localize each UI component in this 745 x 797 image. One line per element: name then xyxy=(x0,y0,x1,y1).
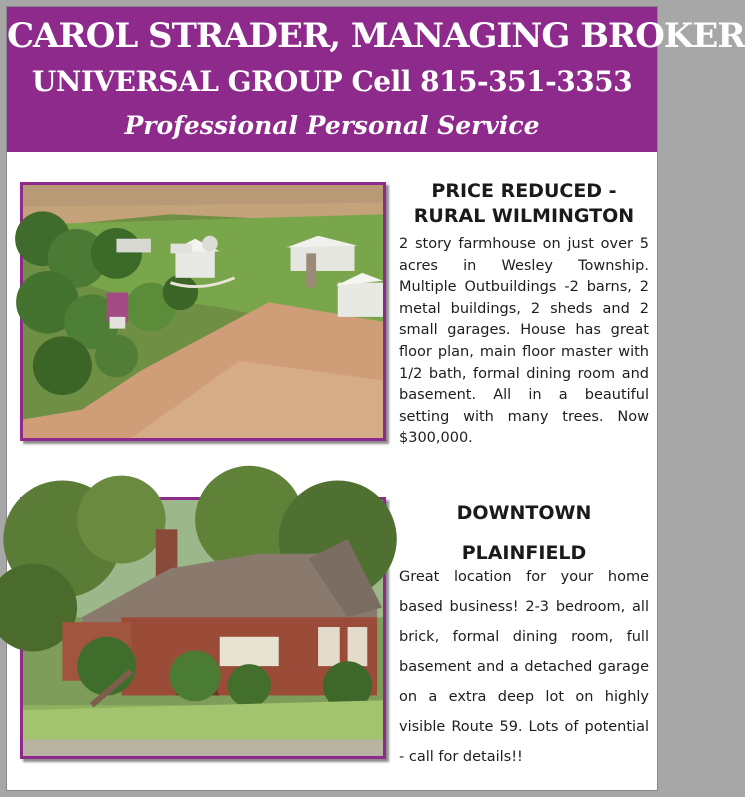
broker-name: CAROL STRADER, MANAGING BROKER xyxy=(7,16,745,56)
listing-2-heading-line1: DOWNTOWN xyxy=(456,502,592,524)
broker-tagline: Professional Personal Service xyxy=(124,111,540,140)
listing-2-heading xyxy=(399,493,649,573)
listing-2-description: Great location for your home based business! 2-3 bedroom, all brick, formal dining room, full basement and a detached garage on a extra deep lot on highly visible Route 59. Lots of potential - call for details!! xyxy=(399,569,649,765)
broker-contact: UNIVERSAL GROUP Cell 815-351-3353 xyxy=(31,65,633,98)
aerial-farm-photo xyxy=(20,182,386,441)
listing-2-heading-line2: PLAINFIELD xyxy=(461,542,587,564)
brick-house-photo xyxy=(20,497,386,759)
broker-banner xyxy=(7,7,745,152)
real-estate-ad xyxy=(6,6,745,791)
listing-1-heading xyxy=(399,179,649,229)
listing-1-description: 2 story farmhouse on just over 5 acres in Wesley Township. Multiple Outbuildings -2 barns, 2 metal buildings, 2 sheds and 2 small garages. House has great floor plan, main floor master with 1/2 bath, formal dining room and basement. All in a beautiful setting with many trees. Now $300,000. xyxy=(399,236,649,447)
listing-1-heading-line1: PRICE REDUCED - xyxy=(431,180,617,202)
listing-1-heading-line2: RURAL WILMINGTON xyxy=(413,205,635,227)
